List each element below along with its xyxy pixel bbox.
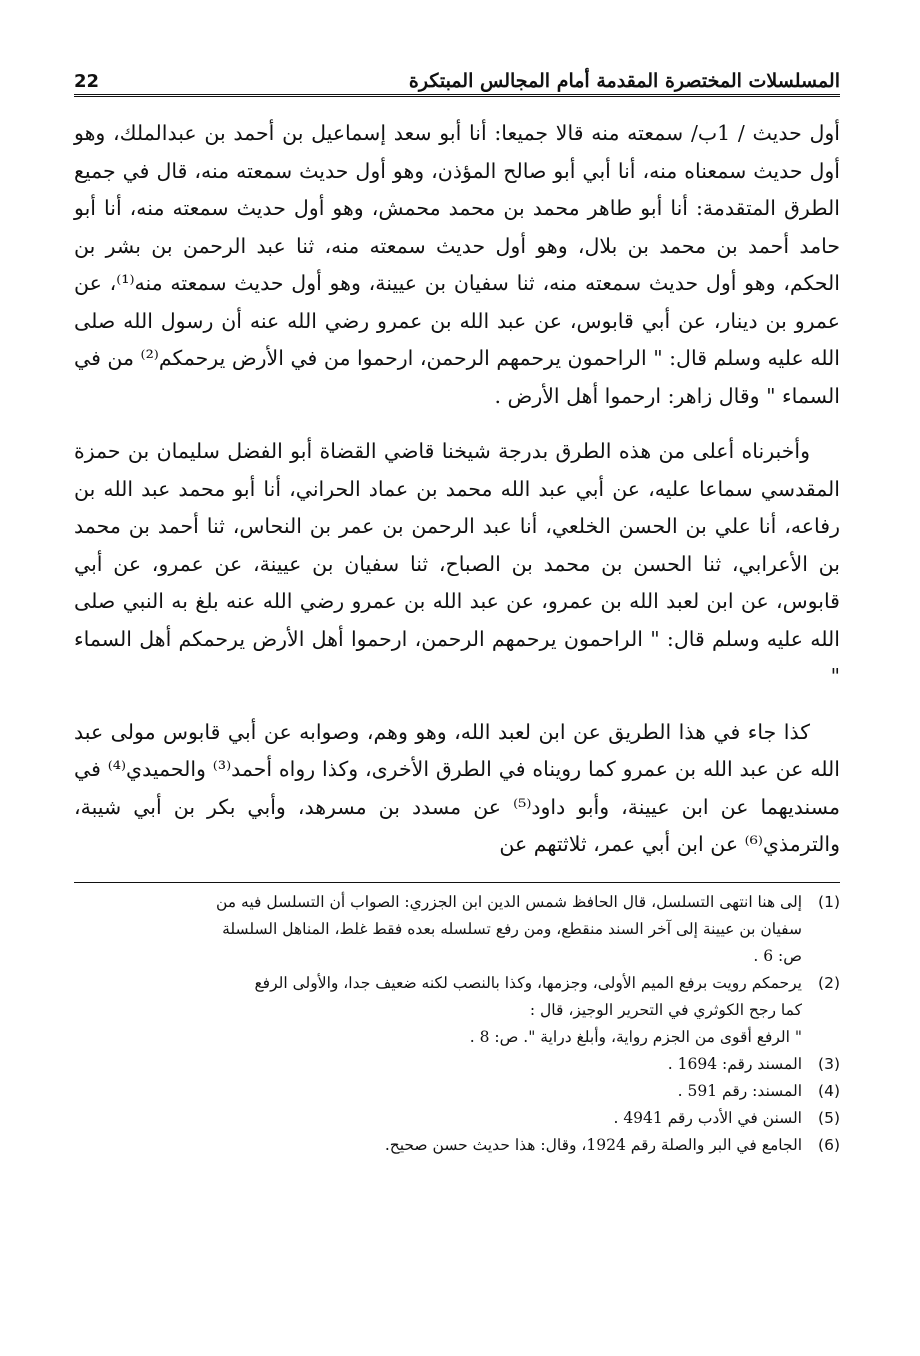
footnote-text [74,1132,802,1159]
footnote-item [74,1078,840,1105]
footnote-item [74,970,840,1051]
footnote-line: يرحمكم رويت برفع الميم الأولى، وجزمها، وكذا بالنصب لكنه ضعيف جدا، والأولى الرفع [254,973,802,992]
footnote-line: الجامع في البر والصلة رقم 1924، وقال: هذا حديث حسن صحيح. [384,1135,802,1154]
footnote-line: المسند: رقم 591 . [677,1081,802,1100]
main-text [74,115,840,864]
footnote-line: " الرفع أقوى من الجزم رواية، وأبلغ دراية ". ص: 8 . [469,1027,802,1046]
footnote-item [74,1105,840,1132]
footnote-number: (6) [818,1135,840,1154]
footnotes-list [74,889,840,1159]
footnote-text [74,1078,802,1105]
running-header-title: المسلسلات المختصرة المقدمة أمام المجالس المبتكرة [408,70,840,92]
footnote-item [74,1051,840,1078]
paragraph-isnad-first: أول حديث / 1ب/ سمعته منه قالا جميعا: أنا أبو سعد إسماعيل بن أحمد بن عبدالملك، وهو أول حديث سمعناه منه، أنا أبي أبو صالح المؤذن، وهو أول حديث سمعته منه، قال في جميع الطرق المتقدمة: أنا أبو طاهر محمد بن محمد محمش، وهو أول حديث سمعته منه، أنا أبو حامد أحمد بن محمد بن بلال، وهو أول حديث سمعته منه، ثنا عبد الرحمن بن بشر بن الحكم، وهو أول حديث سمعته منه، ثنا سفيان بن عيينة، وهو أول حديث سمعته منه⁽¹⁾، عن عمرو بن دينار، عن أبي قابوس، عن عبد الله بن عمرو رضي الله عنه أن رسول الله صلى الله عليه وسلم قال: " الراحمون يرحمهم الرحمن، ارحموا من في الأرض يرحمكم⁽²⁾ من في السماء " وقال زاهر: ارحموا أهل الأرض . [74,121,841,408]
footnote-text [74,889,802,970]
book-page [74,54,840,1334]
footnote-item [74,889,840,970]
footnote-line: السنن في الأدب رقم 4941 . [613,1108,802,1127]
footnote-separator [74,882,840,883]
footnote-line: كما رجح الكوثري في التحرير الوجيز، قال : [529,1000,802,1019]
paragraph-higher-chain: وأخبرناه أعلى من هذه الطرق بدرجة شيخنا قاضي القضاة أبو الفضل سليمان بن حمزة المقدسي سماعا عليه، عن أبي عبد الله محمد بن عماد الحراني، أنا أبو محمد عبد الله بن رفاعه، أنا علي بن الحسن الخلعي، أنا عبد الرحمن بن عمر بن النحاس، ثنا أحمد بن محمد بن الأعرابي، ثنا الحسن بن محمد بن الصباح، ثنا سفيان بن عيينة، عن عمرو، عن أبي قابوس، عن ابن لعبد الله بن عمرو، عن عبد الله بن عمرو رضي الله عنه بلغ به النبي صلى الله عليه وسلم قال: " الراحمون يرحمهم الرحمن، ارحموا أهل الأرض يرحمكم أهل السماء " [74,439,840,688]
running-header [74,54,840,97]
footnote-number: (1) [818,892,840,911]
footnote-number: (2) [818,973,840,992]
footnote-line: إلى هنا انتهى التسلسل، قال الحافظ شمس الدين ابن الجزري: الصواب أن التسلسل فيه من [216,892,802,911]
footnote-text [74,1105,802,1132]
footnote-line: ص: 6 . [753,946,802,965]
paragraph-correction: كذا جاء في هذا الطريق عن ابن لعبد الله، وهو وهم، وصوابه عن أبي قابوس مولى عبد الله عن عبد الله بن عمرو كما رويناه في الطرق الأخرى، وكذا رواه أحمد⁽³⁾ والحميدي⁽⁴⁾ في مسنديهما عن ابن عيينة، وأبو داود⁽⁵⁾ عن مسدد بن مسرهد، وأبي بكر بن أبي شيبة، والترمذي⁽⁶⁾ عن ابن أبي عمر، ثلاثتهم عن [74,719,840,856]
footnote-number: (5) [818,1108,840,1127]
page-number: 22 [74,71,100,92]
footnote-line: سفيان بن عيينة إلى آخر السند منقطع، ومن رفع تسلسله بعده فقط غلط، المناهل السلسلة [222,919,802,938]
footnote-text [74,1051,802,1078]
footnote-number: (3) [818,1054,840,1073]
footnote-number: (4) [818,1081,840,1100]
footnote-line: المسند رقم: 1694 . [667,1054,802,1073]
footnote-item [74,1132,840,1159]
footnote-text [74,970,802,1051]
